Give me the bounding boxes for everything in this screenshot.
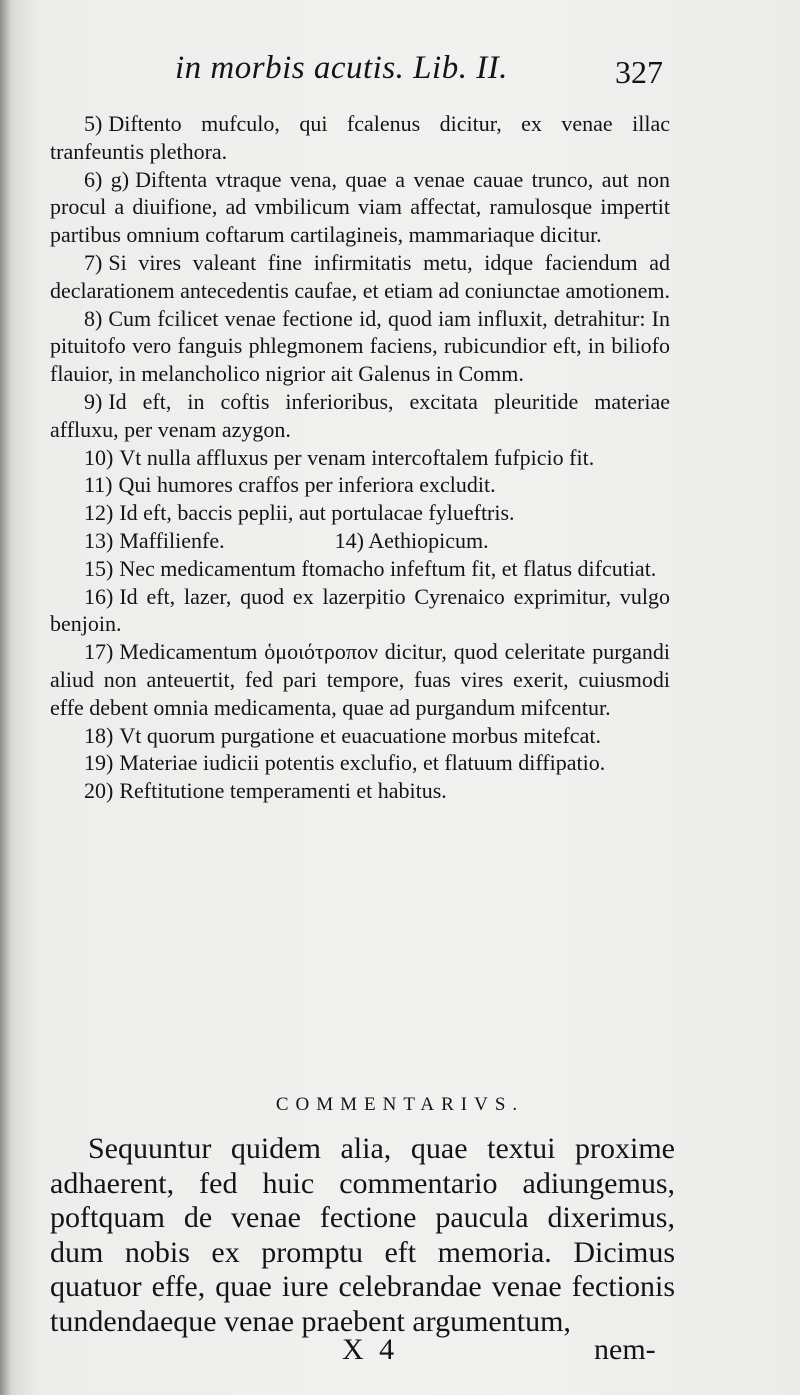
footnotes bbox=[50, 110, 670, 805]
commentary-heading: COMMENTARIVS. bbox=[275, 1094, 525, 1115]
note-text: Id eft, baccis peplii, aut portulacae fylueftris. bbox=[119, 500, 515, 526]
note-number: 13) bbox=[84, 527, 114, 553]
note-text: Diftento mufculo, qui fcalenus dicitur, ex venae illac tranfeuntis plethora. bbox=[50, 111, 670, 164]
note-text: Id eft, lazer, quod ex lazerpitio Cyrenaico exprimitur, vulgo benjoin. bbox=[50, 583, 670, 637]
note-number: 17) bbox=[84, 639, 114, 665]
note-text: Reftitutione temperamenti et habitus. bbox=[119, 778, 447, 804]
note-item bbox=[50, 305, 670, 388]
note-number: 6) g) bbox=[84, 166, 130, 192]
note-number: 12) bbox=[84, 500, 114, 526]
note-text: Cum fcilicet venae fectione id, quod iam influxit, detrahitur: In pituitofo vero fanguis phlegmonem faciens, rubicundior eft, in biliofo flauior, in melancholico nigrior ait Galenus in Comm. bbox=[50, 305, 670, 387]
note-number: 8) bbox=[84, 305, 103, 331]
note-item bbox=[50, 583, 670, 639]
note-text: Qui humores craffos per inferiora excludit. bbox=[118, 472, 496, 498]
running-head: in morbis acutis. Lib. II. bbox=[175, 50, 508, 86]
note-text: Medicamentum ὁμοιότροπον dicitur, quod celeritate purgandi aliud non anteuertit, fed pari tempore, fuas vires exerit, cuiusmodi effe debent omnia medicamenta, quae ad purgandum mifcentur. bbox=[50, 639, 670, 720]
note-item bbox=[50, 777, 670, 805]
signature-mark: X 4 bbox=[342, 1333, 399, 1366]
note-number: 16) bbox=[84, 583, 114, 609]
note-number: 5) bbox=[84, 111, 103, 136]
note-number: 19) bbox=[84, 750, 114, 776]
commentary-paragraph: Sequuntur quidem alia, quae textui proxime adhaerent, fed huic commentario adiungemus, poftquam de venae fectione paucula dixerimus, dum nobis ex promptu eft memoria. Dicimus quatuor effe, quae iure celebrandae venae fectionis tundendaeque venae praebent argumentum, bbox=[50, 1132, 675, 1338]
note-item bbox=[50, 249, 670, 305]
note-item bbox=[50, 444, 670, 472]
note-text: Diftenta vtraque vena, quae a venae cauae trunco, aut non procul a diuifione, ad vmbilicum viam affectat, ramulosque impertit partibus omnium coftarum cartilagineis, mammariaque dicitur. bbox=[50, 166, 670, 248]
note-item bbox=[50, 722, 670, 750]
note-number: 18) bbox=[84, 722, 114, 748]
note-number: 20) bbox=[84, 778, 114, 804]
note-number: 9) bbox=[84, 388, 103, 414]
note-number: 11) bbox=[84, 472, 113, 498]
page-number: 327 bbox=[615, 54, 663, 90]
note-text: Si vires valeant fine infirmitatis metu, idque faciendum ad declarationem antecedentis caufae, et etiam ad coniunctae amotionem. bbox=[50, 249, 670, 303]
note-text: Maffilienfe. 14) Aethiopicum. bbox=[119, 527, 489, 553]
note-item bbox=[50, 110, 670, 166]
note-number: 7) bbox=[84, 249, 103, 275]
commentary-body bbox=[50, 1132, 675, 1339]
note-item bbox=[50, 555, 670, 583]
note-number: 15) bbox=[84, 555, 114, 581]
binding-gutter bbox=[0, 0, 10, 1395]
note-item bbox=[50, 749, 670, 777]
note-item bbox=[50, 388, 670, 444]
note-text: Vt nulla affluxus per venam intercoftalem fufpicio fit. bbox=[119, 444, 595, 470]
catchword: nem- bbox=[594, 1333, 656, 1366]
note-item bbox=[50, 638, 670, 721]
note-item bbox=[50, 471, 670, 499]
note-text: Id eft, in coftis inferioribus, excitata pleuritide materiae affluxu, per venam azygon. bbox=[50, 388, 670, 442]
note-number: 10) bbox=[84, 444, 114, 470]
note-text: Vt quorum purgatione et euacuatione morbus mitefcat. bbox=[119, 722, 601, 748]
note-item bbox=[50, 527, 670, 555]
note-text: Nec medicamentum ftomacho infeftum fit, et flatus difcutiat. bbox=[119, 555, 657, 581]
note-text: Materiae iudicii potentis exclufio, et flatuum diffipatio. bbox=[119, 750, 606, 776]
note-item bbox=[50, 499, 670, 527]
note-item bbox=[50, 166, 670, 249]
